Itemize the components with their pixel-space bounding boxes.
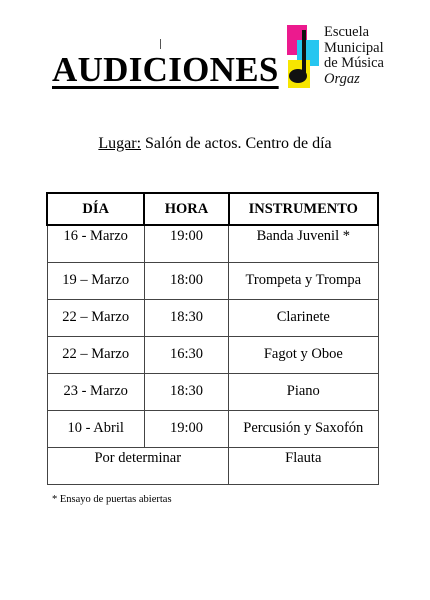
page-title: AUDICIONES xyxy=(52,50,279,89)
logo-line-municipal: Municipal xyxy=(324,39,384,56)
cell-time: 18:30 xyxy=(144,299,228,336)
logo-line-orgaz: Orgaz xyxy=(324,70,360,87)
logo-line-de-musica: de Música xyxy=(324,55,384,71)
location-label: Lugar: xyxy=(98,135,142,152)
header-time: HORA xyxy=(144,193,228,225)
location-value: Salón de actos. Centro de día xyxy=(141,135,332,152)
cell-time: 18:30 xyxy=(144,373,228,410)
cell-time: 16:30 xyxy=(144,336,228,373)
header-day: DÍA xyxy=(47,193,144,225)
schedule-table xyxy=(46,192,379,485)
table-row xyxy=(47,262,378,299)
table-row xyxy=(47,299,378,336)
cell-day: 23 - Marzo xyxy=(47,373,144,410)
cell-instrument: Banda Juvenil * xyxy=(229,225,378,262)
cell-day: 22 – Marzo xyxy=(47,336,144,373)
cell-instrument: Percusión y Saxofón xyxy=(229,410,378,447)
cell-time: 18:00 xyxy=(144,262,228,299)
cell-day: 10 - Abril xyxy=(47,410,144,447)
school-logo xyxy=(284,22,404,98)
table-row xyxy=(47,336,378,373)
cell-instrument: Piano xyxy=(229,373,378,410)
table-header-row xyxy=(47,193,378,225)
logo-text xyxy=(324,25,384,87)
cell-instrument: Trompeta y Trompa xyxy=(229,262,378,299)
cell-time: 19:00 xyxy=(144,410,228,447)
cell-day: 22 – Marzo xyxy=(47,299,144,336)
table-row xyxy=(47,373,378,410)
cell-day: 16 - Marzo xyxy=(47,225,144,262)
logo-line-escuela: Escuela xyxy=(324,24,370,40)
cell-instrument: Fagot y Oboe xyxy=(229,336,378,373)
cell-day-time-tbd: Por determinar xyxy=(47,447,229,484)
footnote: * Ensayo de puertas abiertas xyxy=(52,494,172,505)
cell-instrument: Flauta xyxy=(229,447,378,484)
table-row xyxy=(47,410,378,447)
cell-instrument: Clarinete xyxy=(229,299,378,336)
music-note-logo-icon xyxy=(284,22,324,92)
header-instrument: INSTRUMENTO xyxy=(229,193,378,225)
table-row xyxy=(47,225,378,262)
location-line xyxy=(0,135,430,153)
table-row xyxy=(47,447,378,484)
cell-time: 19:00 xyxy=(144,225,228,262)
cell-day: 19 – Marzo xyxy=(47,262,144,299)
